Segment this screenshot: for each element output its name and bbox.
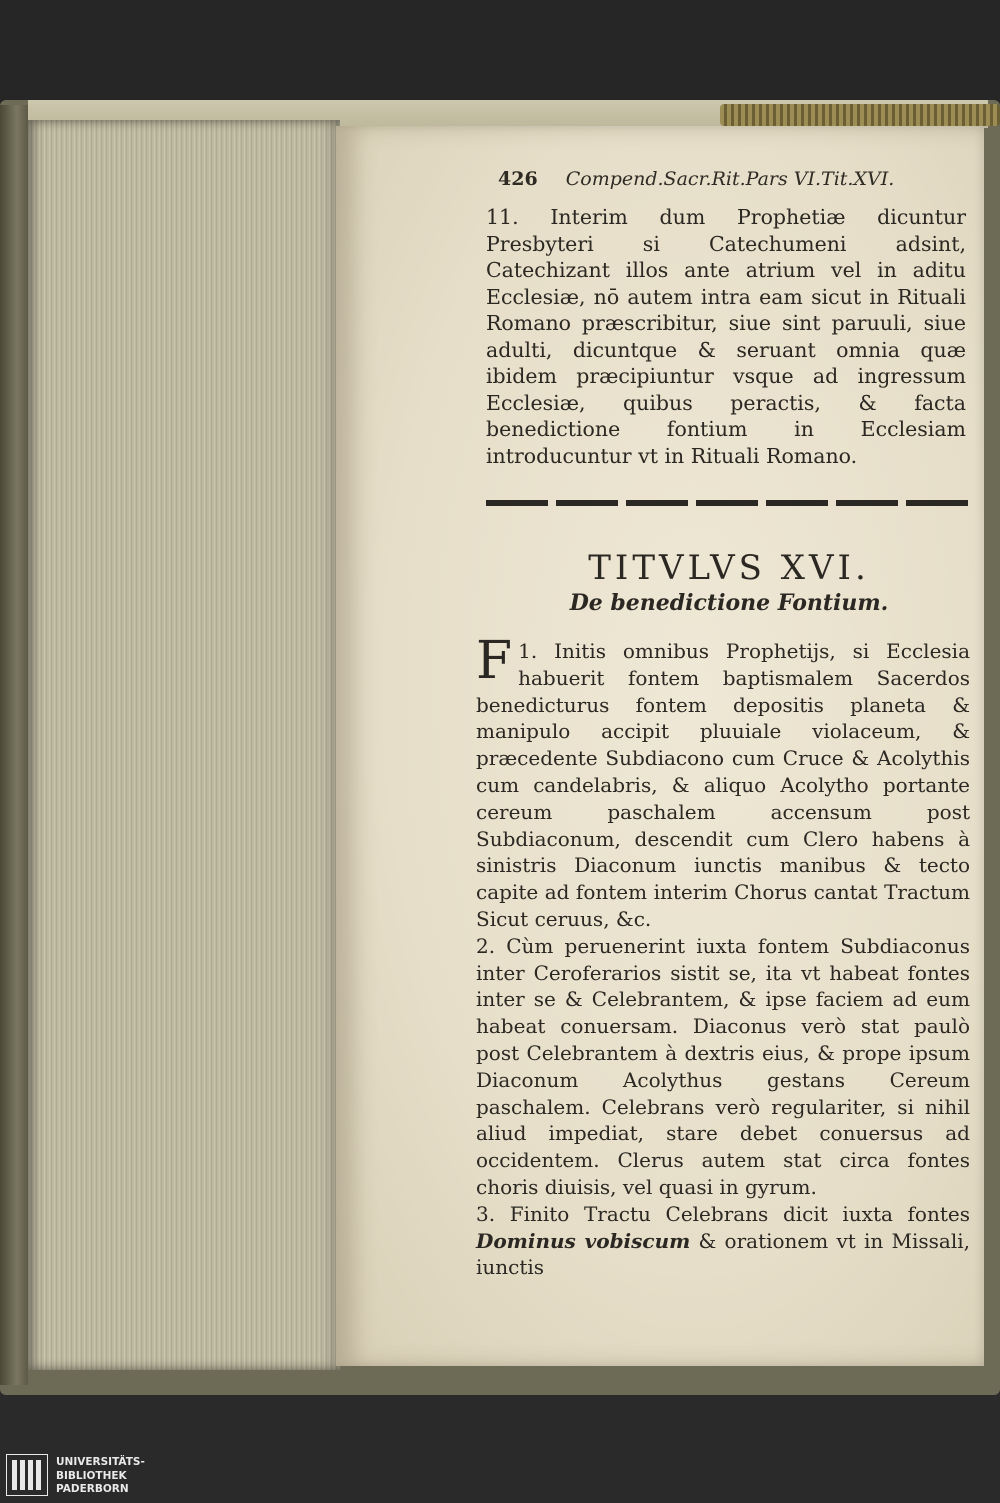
page-block-edges: [28, 120, 340, 1370]
paragraph-11: 11. Interim dum Prophetiæ dicuntur Presbyteri si Catechumeni adsint, Catechizant illos ante atrium vel in aditu Ecclesiæ, nō autem intra eam sicut in Rituali Romano præscribitur, siue sint paruuli, siue adulti, dicuntque & seruant omnia quæ ibidem præcipiuntur vsque ad ingressum Ecclesiæ, quibus peractis, & facta benedictione fontium in Ecclesiam introducuntur vt in Rituali Romano.: [486, 205, 966, 468]
section-end-paragraph: [486, 204, 966, 469]
headband: [720, 104, 1000, 126]
paragraph-3-end: & orationem vt in Missali, iunctis: [476, 1228, 970, 1280]
paragraph-2: 2. Cùm peruenerint iuxta fontem Subdiaconus inter Ceroferarios sistit se, ita vt habeat fontes inter se & Celebrantem, & ipse faciem ad eum habeat conuersam. Diaconus verò stat paulò post Celebrantem à dextris eius, & prope ipsum Diaconum Acolythus gestans Cereum paschalem. Celebrans verò regulariter, si nihil aliud impediat, stare debet conuersus ad occidentem. Clerus autem stat circa fontes choris diuisis, vel quasi in gyrum.: [476, 933, 970, 1199]
section-body: [476, 631, 971, 1281]
drop-cap: F: [476, 631, 513, 691]
page-number: 426: [498, 168, 538, 190]
running-head: [498, 168, 968, 198]
paragraph-1-text: Initis omnibus Prophetijs, si Ecclesia habuerit fontem baptismalem Sacerdos benedicturus fontem depositis planeta & manipulo accipit pluuiale violaceum, & præcedente Subdiacono cum Cruce & Acolythis cum candelabris, & aliquo Acolytho portante cereum paschalem accensum post Subdiaconum, descendit cum Clero habens à sinistris Diaconum iunctis manibus & tecto capite ad fontem interim Chorus cantat Tractum Sicut ceruus, &c.: [476, 639, 971, 931]
paragraph-1: [476, 631, 971, 933]
paragraph-3-start: 3. Finito Tractu Celebrans dicit iuxta fontes: [476, 1201, 970, 1226]
library-logo-mark-icon: [6, 1454, 48, 1496]
library-logo-text: UNIVERSITÄTS- BIBLIOTHEK PADERBORN: [56, 1456, 145, 1495]
section-heading: TITVLVS XVI.: [588, 548, 870, 588]
section-subheading: De benedictione Fontium.: [569, 590, 889, 616]
paragraph-number: 1.: [518, 639, 538, 663]
scan-background-top: [0, 0, 1000, 110]
section-divider-rule: [486, 500, 972, 506]
paragraph-3-italic: Dominus vobiscum: [476, 1228, 691, 1253]
library-logo: [6, 1452, 156, 1500]
running-title: Compend.Sacr.Rit.Pars VI.Tit.XVI.: [565, 168, 895, 190]
book-spine-edge: [0, 105, 28, 1385]
paragraph-3: [476, 1201, 970, 1281]
